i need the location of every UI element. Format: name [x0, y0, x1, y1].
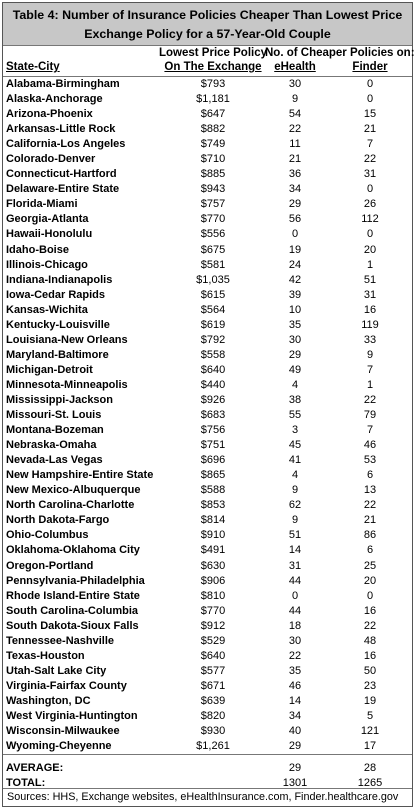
row-price: $491	[200, 544, 226, 557]
row-city: Wyoming-Cheyenne	[6, 740, 112, 753]
row-city: Indiana-Indianapolis	[6, 273, 113, 286]
table-row	[3, 589, 412, 604]
table-row	[3, 77, 412, 92]
row-city: Delaware-Entire State	[6, 183, 120, 196]
row-finder: 50	[363, 664, 377, 677]
table-row	[3, 197, 412, 212]
row-finder: 6	[366, 544, 374, 557]
table-body	[3, 77, 412, 754]
row-price: $639	[200, 694, 226, 707]
table-row	[3, 303, 412, 318]
header-lowest-price-line1: Lowest Price Policy	[158, 47, 267, 59]
row-ehealth: 45	[288, 439, 302, 452]
row-finder: 31	[363, 168, 377, 181]
row-price: $1,035	[196, 273, 230, 286]
row-ehealth: 34	[288, 709, 302, 722]
row-city: Kentucky-Louisville	[6, 318, 110, 331]
row-finder: 17	[363, 740, 377, 753]
row-finder: 9	[366, 348, 374, 361]
row-finder: 0	[366, 78, 374, 90]
average-label: AVERAGE:	[6, 762, 64, 775]
row-ehealth: 44	[288, 604, 302, 617]
row-city: Rhode Island-Entire State	[6, 589, 140, 602]
row-city: Missouri-St. Louis	[6, 409, 102, 422]
row-price: $865	[200, 469, 226, 482]
average-row	[3, 761, 412, 776]
table-row	[3, 679, 412, 694]
row-ehealth: 9	[291, 484, 299, 497]
table-title	[3, 3, 412, 46]
row-price: $912	[200, 619, 226, 632]
row-finder: 6	[366, 469, 374, 482]
row-finder: 51	[363, 273, 377, 286]
table-row	[3, 483, 412, 498]
row-finder: 7	[366, 363, 374, 376]
row-price: $930	[200, 725, 226, 738]
row-ehealth: 4	[291, 469, 299, 482]
row-finder: 48	[363, 634, 377, 647]
header-cheaper-group: No. of Cheaper Policies on:	[265, 47, 415, 59]
row-price: $792	[200, 333, 226, 346]
row-ehealth: 11	[289, 138, 301, 151]
row-ehealth: 44	[288, 574, 302, 587]
row-finder: 46	[363, 439, 377, 452]
table-row	[3, 167, 412, 182]
row-price: $820	[200, 709, 226, 722]
row-city: Illinois-Chicago	[6, 258, 88, 271]
row-finder: 86	[363, 529, 377, 542]
table-row	[3, 468, 412, 483]
row-ehealth: 24	[288, 258, 302, 271]
header-ehealth: eHealth	[274, 61, 316, 73]
table-row	[3, 453, 412, 468]
row-ehealth: 31	[288, 559, 302, 572]
row-city: Alaska-Anchorage	[6, 93, 103, 106]
table-row	[3, 152, 412, 167]
table-row	[3, 664, 412, 679]
table-row	[3, 107, 412, 122]
row-ehealth: 22	[288, 649, 302, 662]
row-city: Louisiana-New Orleans	[6, 333, 128, 346]
row-price: $581	[200, 258, 226, 271]
row-ehealth: 56	[288, 213, 302, 226]
row-city: Florida-Miami	[6, 198, 78, 211]
table-row	[3, 739, 412, 754]
row-finder: 5	[366, 709, 374, 722]
row-finder: 53	[363, 454, 377, 467]
row-finder: 20	[363, 574, 377, 587]
row-city: Alabama-Birmingham	[6, 78, 120, 90]
row-city: Pennsylvania-Philadelphia	[6, 574, 145, 587]
row-price: $640	[200, 363, 226, 376]
row-price: $751	[200, 439, 226, 452]
row-price: $814	[200, 514, 226, 527]
row-finder: 0	[366, 228, 374, 241]
row-finder: 79	[363, 409, 377, 422]
row-finder: 22	[363, 619, 377, 632]
row-finder: 23	[363, 679, 377, 692]
table-row	[3, 288, 412, 303]
row-price: $757	[200, 198, 226, 211]
row-ehealth: 40	[288, 725, 302, 738]
table-row	[3, 348, 412, 363]
row-city: Tennessee-Nashville	[6, 634, 115, 647]
row-ehealth: 14	[288, 694, 302, 707]
table-row	[3, 438, 412, 453]
row-price: $885	[200, 168, 226, 181]
row-ehealth: 62	[288, 499, 302, 512]
header-lowest-price-line2: On The Exchange	[164, 61, 262, 73]
row-price: $906	[200, 574, 226, 587]
row-finder: 21	[363, 514, 377, 527]
title-line-2: Exchange Policy for a 57-Year-Old Couple	[84, 27, 331, 41]
row-ehealth: 35	[288, 318, 302, 331]
row-finder: 0	[366, 183, 374, 196]
row-finder: 19	[363, 694, 377, 707]
row-price: $756	[200, 424, 226, 437]
row-finder: 16	[363, 649, 377, 662]
row-city: South Carolina-Columbia	[6, 604, 138, 617]
row-price: $564	[200, 303, 226, 316]
table-row	[3, 212, 412, 227]
row-finder: 13	[363, 484, 377, 497]
row-ehealth: 19	[288, 243, 302, 256]
row-ehealth: 14	[288, 544, 302, 557]
row-finder: 1	[366, 378, 374, 391]
row-finder: 7	[366, 424, 374, 437]
row-ehealth: 30	[288, 333, 302, 346]
row-city: New Hampshire-Entire State	[6, 469, 154, 482]
table-row	[3, 709, 412, 724]
row-city: Connecticut-Hartford	[6, 168, 117, 181]
table-row	[3, 333, 412, 348]
table-row	[3, 363, 412, 378]
row-ehealth: 30	[288, 78, 302, 90]
row-price: $619	[200, 318, 226, 331]
row-city: Mississippi-Jackson	[6, 393, 113, 406]
row-ehealth: 36	[288, 168, 302, 181]
row-ehealth: 30	[288, 634, 302, 647]
table-row	[3, 122, 412, 137]
row-finder: 112	[361, 213, 379, 226]
row-ehealth: 54	[288, 108, 302, 121]
row-price: $943	[200, 183, 226, 196]
row-ehealth: 29	[288, 198, 302, 211]
table-row	[3, 227, 412, 242]
header-finder: Finder	[352, 61, 388, 73]
row-city: Montana-Bozeman	[6, 424, 104, 437]
row-price: $749	[200, 138, 226, 151]
row-finder: 33	[363, 333, 377, 346]
row-finder: 25	[363, 559, 377, 572]
row-price: $696	[200, 454, 226, 467]
row-city: Nevada-Las Vegas	[6, 454, 103, 467]
header-state-city: State-City	[6, 61, 60, 73]
table-row	[3, 634, 412, 649]
row-city: Oklahoma-Oklahoma City	[6, 544, 140, 557]
row-city: Kansas-Wichita	[6, 303, 88, 316]
table-row	[3, 92, 412, 107]
row-city: Texas-Houston	[6, 649, 85, 662]
row-price: $882	[200, 123, 226, 136]
row-ehealth: 0	[291, 589, 299, 602]
table-frame	[2, 2, 413, 807]
row-finder: 20	[363, 243, 377, 256]
table-row	[3, 649, 412, 664]
row-city: West Virginia-Huntington	[6, 709, 138, 722]
row-finder: 0	[366, 589, 374, 602]
row-city: Arizona-Phoenix	[6, 108, 93, 121]
average-ehealth: 29	[288, 762, 302, 775]
row-finder: 21	[363, 123, 377, 136]
table-row	[3, 137, 412, 152]
row-finder: 7	[366, 138, 374, 151]
row-ehealth: 42	[288, 273, 302, 286]
row-city: North Carolina-Charlotte	[6, 499, 135, 512]
row-price: $1,181	[196, 93, 230, 106]
table-row	[3, 528, 412, 543]
row-price: $810	[200, 589, 226, 602]
table-row	[3, 724, 412, 739]
row-finder: 22	[363, 153, 377, 166]
row-finder: 1	[366, 258, 374, 271]
row-city: Minnesota-Minneapolis	[6, 378, 128, 391]
row-finder: 16	[363, 303, 377, 316]
row-finder: 119	[361, 318, 379, 331]
row-city: Georgia-Atlanta	[6, 213, 89, 226]
total-ehealth: 1301	[282, 777, 308, 790]
row-city: Washington, DC	[6, 694, 91, 707]
table-row	[3, 182, 412, 197]
row-ehealth: 22	[288, 123, 302, 136]
table-row	[3, 498, 412, 513]
total-label: TOTAL:	[6, 777, 46, 790]
row-price: $910	[200, 529, 226, 542]
row-city: New Mexico-Albuquerque	[6, 484, 141, 497]
row-city: North Dakota-Fargo	[6, 514, 110, 527]
row-ehealth: 55	[288, 409, 302, 422]
row-ehealth: 9	[291, 514, 299, 527]
row-ehealth: 34	[288, 183, 302, 196]
row-finder: 22	[363, 499, 377, 512]
total-finder: 1265	[357, 777, 383, 790]
title-line-1: Table 4: Number of Insurance Policies Cheaper Than Lowest Price	[12, 8, 403, 22]
row-ehealth: 3	[291, 424, 299, 437]
row-price: $630	[200, 559, 226, 572]
sources-note: Sources: HHS, Exchange websites, eHealthInsurance.com, Finder.healthcare.gov	[3, 788, 412, 806]
row-ehealth: 49	[288, 363, 302, 376]
row-city: Idaho-Boise	[6, 243, 69, 256]
row-price: $1,261	[196, 740, 230, 753]
table-row	[3, 559, 412, 574]
table-row	[3, 393, 412, 408]
table-row	[3, 243, 412, 258]
row-ehealth: 29	[288, 348, 302, 361]
row-price: $853	[200, 499, 226, 512]
row-city: Hawaii-Honolulu	[6, 228, 93, 241]
row-city: Ohio-Columbus	[6, 529, 89, 542]
row-price: $793	[200, 78, 226, 90]
row-price: $558	[200, 348, 226, 361]
column-headers	[3, 46, 415, 77]
row-price: $770	[200, 213, 226, 226]
row-city: South Dakota-Sioux Falls	[6, 619, 139, 632]
row-ehealth: 35	[288, 664, 302, 677]
row-finder: 31	[363, 288, 377, 301]
table-row	[3, 273, 412, 288]
row-price: $588	[200, 484, 226, 497]
row-price: $440	[200, 378, 226, 391]
row-price: $671	[200, 679, 226, 692]
row-ehealth: 21	[288, 153, 302, 166]
row-ehealth: 38	[288, 393, 302, 406]
row-price: $770	[200, 604, 226, 617]
row-city: Nebraska-Omaha	[6, 439, 97, 452]
table-row	[3, 408, 412, 423]
row-ehealth: 46	[288, 679, 302, 692]
row-city: Virginia-Fairfax County	[6, 679, 127, 692]
row-ehealth: 51	[288, 529, 302, 542]
row-price: $675	[200, 243, 226, 256]
row-price: $683	[200, 409, 226, 422]
row-price: $647	[200, 108, 226, 121]
row-finder: 121	[360, 725, 380, 738]
row-finder: 16	[363, 604, 377, 617]
row-ehealth: 0	[291, 228, 299, 241]
table-row	[3, 694, 412, 709]
row-city: Oregon-Portland	[6, 559, 94, 572]
row-ehealth: 10	[288, 303, 302, 316]
row-ehealth: 18	[288, 619, 302, 632]
row-city: Wisconsin-Milwaukee	[6, 725, 120, 738]
table-row	[3, 543, 412, 558]
row-ehealth: 41	[288, 454, 302, 467]
row-price: $556	[200, 228, 226, 241]
table-row	[3, 619, 412, 634]
row-finder: 22	[363, 393, 377, 406]
row-price: $529	[200, 634, 226, 647]
row-city: Colorado-Denver	[6, 153, 96, 166]
row-finder: 0	[366, 93, 374, 106]
table-row	[3, 258, 412, 273]
table-row	[3, 318, 412, 333]
table-row	[3, 604, 412, 619]
table-row	[3, 513, 412, 528]
row-finder: 15	[363, 108, 377, 121]
row-price: $710	[200, 153, 226, 166]
row-city: Utah-Salt Lake City	[6, 664, 107, 677]
table-row	[3, 574, 412, 589]
row-city: Maryland-Baltimore	[6, 348, 109, 361]
row-city: Iowa-Cedar Rapids	[6, 288, 106, 301]
row-price: $615	[200, 288, 226, 301]
average-finder: 28	[363, 762, 377, 775]
table-row	[3, 423, 412, 438]
row-city: Arkansas-Little Rock	[6, 123, 116, 136]
row-ehealth: 39	[288, 288, 302, 301]
row-ehealth: 29	[288, 740, 302, 753]
table-row	[3, 378, 412, 393]
row-price: $577	[200, 664, 226, 677]
row-finder: 26	[363, 198, 377, 211]
row-price: $640	[200, 649, 226, 662]
row-city: California-Los Angeles	[6, 138, 126, 151]
row-ehealth: 9	[291, 93, 299, 106]
row-city: Michigan-Detroit	[6, 363, 93, 376]
row-price: $926	[200, 393, 226, 406]
row-ehealth: 4	[291, 378, 299, 391]
